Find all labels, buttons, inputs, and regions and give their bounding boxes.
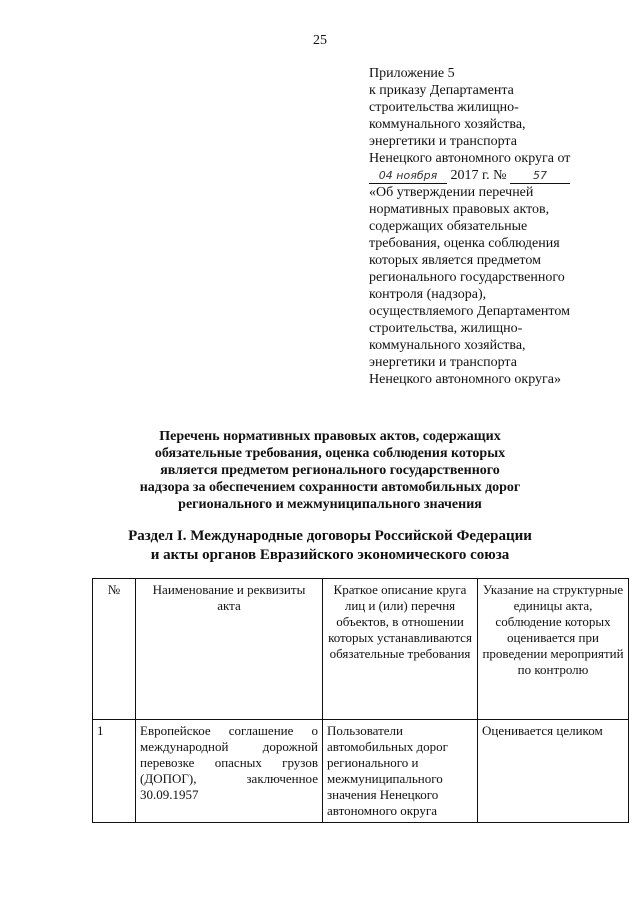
appendix-subject-line: содержащих обязательные	[369, 219, 528, 234]
document-title-line: надзора за обеспечением сохранности автомобильных дорог	[139, 480, 521, 495]
document-title-line: регионального и межмуниципального значения	[178, 497, 482, 512]
header-act-name: Наименование и реквизиты акта	[136, 579, 323, 720]
section-title-line: Раздел I. Международные договоры Российской Федерации	[128, 528, 532, 544]
appendix-subject-line: нормативных правовых актов,	[369, 202, 550, 217]
appendix-subject-line: регионального государственного	[369, 270, 565, 285]
table-header-row	[93, 579, 629, 720]
handwritten-date: 04 ноября	[369, 168, 447, 184]
appendix-line: коммунального хозяйства,	[369, 117, 526, 132]
header-scope: Краткое описание круга лиц и (или) перечня объектов, в отношении которых устанавливаются обязательные требования	[323, 579, 478, 720]
appendix-subject-line: требования, оценка соблюдения	[369, 236, 560, 251]
cell-act-name: Европейское соглашение о международной дорожной перевозке опасных грузов (ДОПОГ), заключенное 30.09.1957	[136, 720, 323, 823]
appendix-subject-line: строительства, жилищно-	[369, 321, 523, 336]
section-title	[60, 527, 600, 565]
cell-scope: Пользователи автомобильных дорог регионального и межмуниципального значения Ненецкого автономного округа	[323, 720, 478, 823]
appendix-line: энергетики и транспорта	[369, 134, 517, 149]
appendix-subject-line: «Об утверждении перечней	[369, 185, 534, 200]
appendix-line: строительства жилищно-	[369, 100, 519, 115]
document-title-line: является предметом регионального государственного	[160, 463, 500, 478]
appendix-subject-line: Ненецкого автономного округа»	[369, 372, 561, 387]
order-date-line	[369, 167, 609, 184]
appendix-subject-line: коммунального хозяйства,	[369, 338, 526, 353]
handwritten-order-number: 57	[510, 168, 570, 184]
page-number: 25	[313, 33, 327, 48]
appendix-subject-line: осуществляемого Департаментом	[369, 304, 570, 319]
document-title-line: Перечень нормативных правовых актов, содержащих	[159, 429, 501, 444]
appendix-line: к приказу Департамента	[369, 83, 514, 98]
appendix-subject-line: которых является предметом	[369, 253, 541, 268]
acts-table	[92, 578, 629, 823]
appendix-subject-line: контроля (надзора),	[369, 287, 487, 302]
cell-number: 1	[93, 720, 136, 823]
header-structural-units: Указание на структурные единицы акта, соблюдение которых оценивается при проведении мероприятий по контролю	[478, 579, 629, 720]
appendix-block	[369, 65, 609, 388]
appendix-line: Приложение 5	[369, 66, 455, 81]
cell-structural-units: Оценивается целиком	[478, 720, 629, 823]
document-title	[60, 428, 600, 513]
table-row	[93, 720, 629, 823]
appendix-subject-line: энергетики и транспорта	[369, 355, 517, 370]
appendix-line: Ненецкого автономного округа от	[369, 151, 571, 166]
header-number: №	[93, 579, 136, 720]
order-year-text: 2017 г. №	[450, 168, 507, 183]
section-title-line: и акты органов Евразийского экономического союза	[150, 547, 510, 563]
document-title-line: обязательные требования, оценка соблюдения которых	[154, 446, 506, 461]
